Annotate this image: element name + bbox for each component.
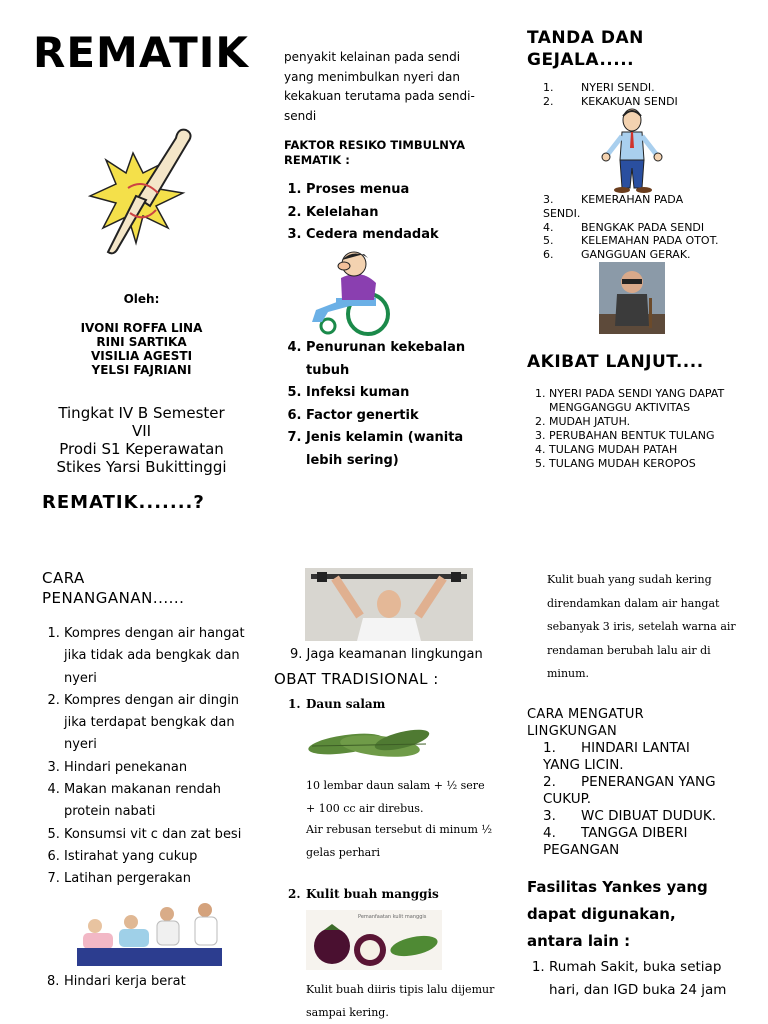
mangosteen-photo (306, 910, 442, 970)
instruction-line: minum. (547, 667, 590, 680)
mangosteen-instructions (547, 568, 757, 686)
environment-title (527, 706, 644, 740)
risk-factors-title (284, 138, 465, 168)
list-item: 7. Latihan pergerakan (64, 868, 254, 890)
list-number: 6. (543, 248, 554, 262)
definition-line: yang menimbulkan nyeri dan (284, 69, 461, 84)
list-item: 4. Makan makanan rendah protein nabati (64, 779, 254, 824)
treatment-list (64, 623, 254, 891)
facility-title (527, 874, 708, 954)
list-item: 2. Kelelahan (306, 202, 516, 225)
list-text: Kulit buah manggis (306, 887, 439, 901)
legs-shape (77, 948, 222, 966)
author-name: RINI SARTIKA (96, 335, 187, 349)
list-item (543, 248, 743, 262)
definition-line: penyakit kelainan pada sendi (284, 50, 461, 64)
list-item (543, 808, 753, 825)
authors-list (0, 321, 283, 377)
list-item: 7. Jenis kelamin (wanita lebih sering) (306, 427, 476, 472)
list-item: 6. Factor genertik (306, 405, 476, 428)
small-wheel-shape (321, 319, 335, 333)
environment-list (543, 740, 753, 859)
recipe-line: + 100 cc air direbus. (306, 802, 424, 815)
list-text: KELEMAHAN PADA OTOT. (581, 234, 719, 248)
author-name: VISILIA AGESTI (90, 349, 193, 363)
list-item (543, 234, 743, 248)
recipe-line: Kulit buah diiris tipis lalu dijemur (306, 983, 495, 996)
list-number: 2. (288, 887, 301, 901)
risk-title-line: REMATIK : (284, 153, 350, 167)
list-text: KEKAKUAN SENDI (581, 95, 678, 108)
signs-list-a (543, 81, 678, 109)
signs-title-line: TANDA DAN (527, 28, 644, 48)
instruction-line: sebanyak 3 iris, setelah warna air (547, 620, 736, 633)
nose-shape (338, 262, 350, 270)
pants-shape (620, 160, 644, 188)
facility-title-line: dapat digunakan, (527, 904, 676, 923)
list-text: PENERANGAN YANG (581, 774, 716, 790)
list-text: HINDARI LANTAI (581, 740, 690, 756)
person-head (88, 919, 102, 933)
exercise-group-photo (65, 898, 227, 968)
brochure-title: REMATIK (33, 28, 249, 77)
list-number: 4. (543, 220, 554, 234)
list-item: 2. Kompres dengan air dingin jika terdapat bengkak dan nyeri (64, 690, 254, 757)
list-number: 1. (543, 81, 554, 94)
herb1-recipe (306, 774, 506, 864)
list-item (543, 221, 743, 235)
cane-shape (649, 298, 652, 328)
herb2-recipe (306, 978, 506, 1024)
herb2-title (288, 887, 439, 901)
torso-shape (357, 618, 421, 641)
list-item: 3. Hindari penekanan (64, 757, 254, 779)
list-text: Hindari kerja berat (64, 974, 186, 989)
effects-list (549, 387, 749, 471)
person-head (198, 903, 212, 917)
author-name: YELSI FAJRIANI (91, 363, 192, 377)
facility-title-line: antara lain : (527, 931, 631, 950)
list-item (543, 740, 753, 757)
list-text: KEMERAHAN PADA (581, 193, 684, 206)
definition-line: sendi (284, 108, 317, 123)
environment-title-line: LINGKUNGAN (527, 724, 617, 739)
list-item: 1. NYERI PADA SENDI YANG DAPAT MENGGANGGU AKTIVITAS (549, 387, 749, 415)
person-body (157, 921, 179, 945)
herb1-title (288, 697, 385, 711)
definition-text (284, 48, 514, 126)
list-item: 1. Rumah Sakit, buka setiap hari, dan IGD buka 24 jam (549, 956, 739, 1001)
person-body (83, 933, 113, 949)
list-item (543, 95, 678, 109)
bay-leaves-photo (306, 722, 432, 768)
signs-list-b (543, 193, 743, 262)
institution-line: Prodi S1 Keperawatan (59, 440, 224, 458)
gym-exercise-photo (305, 568, 473, 641)
facility-title-line: Fasilitas Yankes yang (527, 878, 708, 896)
list-item: 1. Kompres dengan air hangat jika tidak ada bengkak dan nyeri (64, 623, 254, 690)
photo-caption: Pemanfaatan kulit manggis (358, 914, 427, 920)
traditional-medicine-title: OBAT TRADISIONAL : (274, 670, 439, 688)
list-number: 1. (543, 740, 556, 756)
list-number: 1. (288, 697, 301, 711)
environment-title-line: CARA MENGATUR (527, 707, 645, 722)
instruction-line: direndamkan dalam air hangat (547, 596, 720, 610)
list-number: 5. (543, 234, 554, 248)
list-item: 4. Penurunan kekebalan tubuh (306, 337, 476, 382)
head-shape (377, 590, 401, 618)
treatment-item-9: 9. Jaga keamanan lingkungan (290, 647, 483, 662)
authors-label: Oleh: (123, 292, 160, 306)
mangosteen-flesh (360, 940, 380, 960)
list-text: GANGGUAN GERAK. (581, 248, 691, 262)
recipe-line: 10 lembar daun salam + ½ sere (306, 779, 485, 792)
list-item (543, 193, 743, 207)
institution-line: Tingkat IV B Semester (58, 404, 225, 422)
list-item: 4. TULANG MUDAH PATAH (549, 443, 749, 457)
risk-factors-list-b (306, 337, 476, 472)
list-item: 6. Istirahat yang cukup (64, 846, 254, 868)
treatment-title-line: CARA (42, 569, 85, 587)
handle-left (317, 572, 327, 582)
hand-right-shape (654, 153, 662, 161)
recipe-line: gelas perhari (306, 846, 380, 859)
signs-title (527, 27, 644, 71)
person-body (119, 929, 149, 947)
list-text-continued: CUKUP. (543, 791, 592, 807)
list-text: BENGKAK PADA SENDI (581, 220, 705, 234)
treatment-title (42, 568, 184, 608)
author-name: IVONI ROFFA LINA (80, 321, 203, 335)
list-text: TANGGA DIBERI (581, 825, 688, 841)
list-number: 2. (543, 95, 554, 108)
question-heading: REMATIK.......? (42, 492, 205, 513)
list-item (543, 81, 678, 95)
list-number: 3. (543, 808, 556, 824)
effects-title: AKIBAT LANJUT.... (527, 352, 704, 372)
list-text-continued: PEGANGAN (543, 842, 620, 858)
treatment-item-8 (47, 973, 186, 991)
list-text-continued: YANG LICIN. (543, 757, 624, 773)
list-number: 8. (47, 974, 60, 989)
list-item: 5. TULANG MUDAH KEROPOS (549, 457, 749, 471)
glasses-shape (622, 279, 642, 284)
bar-shape (311, 574, 467, 579)
recipe-line: Air rebusan tersebut di minum ½ (306, 823, 493, 836)
institution-info (0, 404, 283, 476)
institution-line: VII (131, 422, 152, 440)
risk-title-line: FAKTOR RESIKO TIMBULNYA (284, 138, 466, 152)
person-head (160, 907, 174, 921)
list-text: Daun salam (306, 697, 386, 711)
hand-left-shape (602, 153, 610, 161)
institution-line: Stikes Yarsi Bukittinggi (56, 458, 227, 476)
body-shape (341, 274, 376, 300)
wheelchair-cartoon-illustration (306, 248, 406, 336)
list-number: 2. (543, 774, 556, 790)
list-item: 5. Konsumsi vit c dan zat besi (64, 824, 254, 846)
list-item (543, 825, 753, 842)
facility-list (549, 956, 739, 1001)
confused-man-illustration (600, 108, 664, 194)
mangosteen-fruit (314, 928, 350, 964)
list-item: 5. Infeksi kuman (306, 382, 476, 405)
definition-line: kekakuan terutama pada sendi- (284, 89, 475, 103)
handle-right (451, 572, 461, 582)
joint-pain-illustration (88, 118, 198, 258)
elderly-man-photo (599, 262, 665, 334)
person-head (124, 915, 138, 929)
list-text-continued: SENDI. (543, 206, 581, 220)
list-item: 1. Proses menua (306, 179, 516, 202)
recipe-line: sampai kering. (306, 1006, 389, 1019)
list-item (543, 774, 753, 791)
body-shape (615, 294, 649, 326)
instruction-line: rendaman berubah lalu air di (547, 643, 711, 657)
list-item: 3. Cedera mendadak (306, 224, 516, 247)
instruction-line: Kulit buah yang sudah kering (547, 573, 712, 586)
risk-factors-list-a (306, 179, 516, 247)
person-body (195, 917, 217, 945)
list-number: 3. (543, 193, 554, 206)
signs-title-line: GEJALA..... (527, 50, 635, 70)
list-number: 4. (543, 825, 556, 841)
list-item: 3. PERUBAHAN BENTUK TULANG (549, 429, 749, 443)
list-text: WC DIBUAT DUDUK. (581, 808, 717, 824)
list-item: 2. MUDAH JATUH. (549, 415, 749, 429)
list-text: NYERI SENDI. (581, 81, 655, 94)
treatment-title-line: PENANGANAN...... (42, 589, 185, 607)
